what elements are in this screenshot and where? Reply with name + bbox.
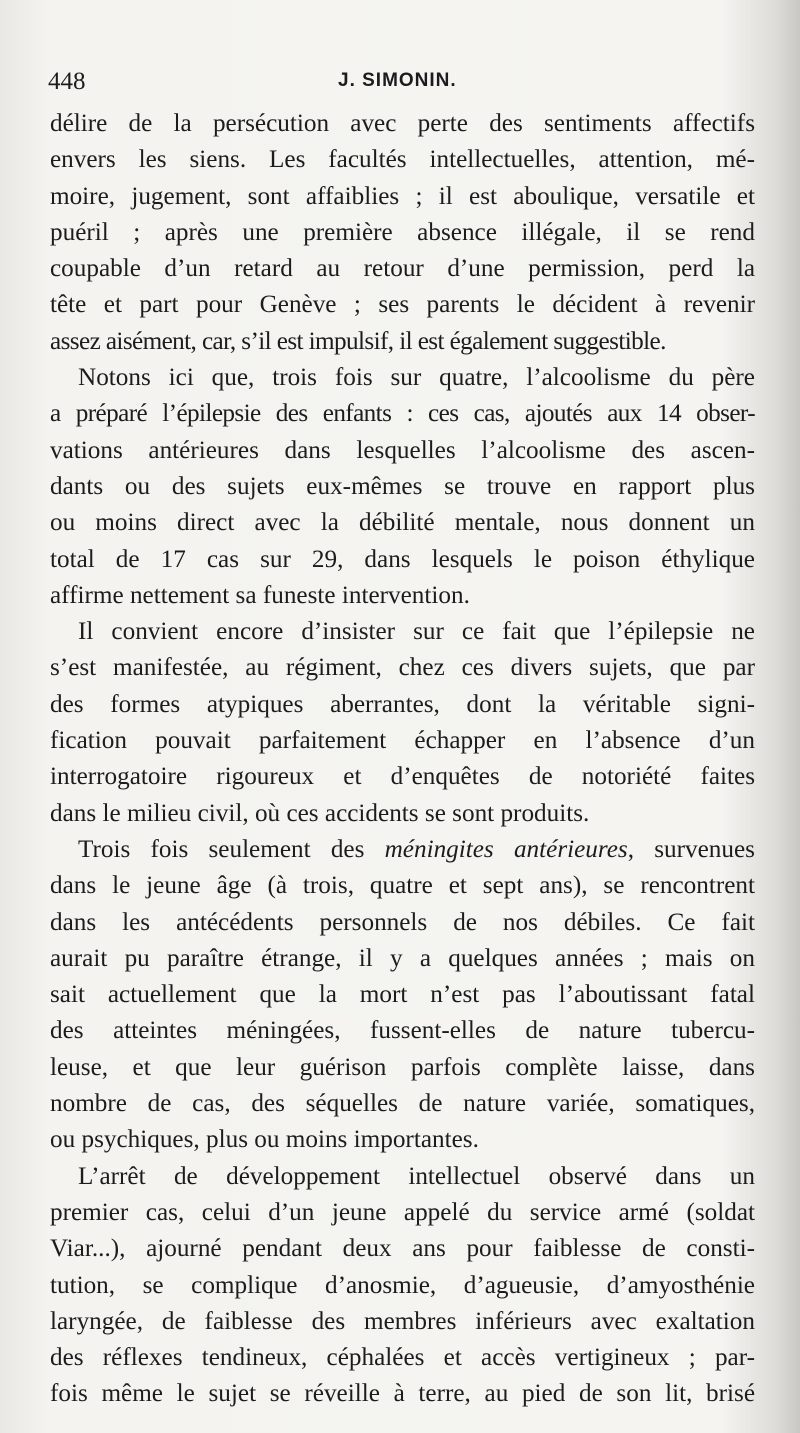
- text-line: Il convient encore d’insister sur ce fait que l’épilepsie ne: [78, 618, 755, 646]
- text-line: premier cas, celui d’un jeune appelé du service armé (soldat: [50, 1198, 755, 1226]
- text-line: assez aisément, car, s’il est impulsif, il est également suggestible.: [50, 327, 666, 355]
- text-line: puéril ; après une première absence illégale, il se rend: [50, 218, 755, 246]
- running-head: J. SIMONIN.: [338, 70, 457, 91]
- text-line: envers les siens. Les facultés intellectuelles, attention, mé-: [50, 146, 755, 174]
- text-line: dants ou des sujets eux-mêmes se trouve en rapport plus: [50, 472, 755, 500]
- text-line: ou psychiques, plus ou moins importantes.: [50, 1126, 479, 1154]
- text-line: tution, se complique d’anosmie, d’agueusie, d’amyosthénie: [50, 1271, 755, 1299]
- text-line: dans le milieu civil, où ces accidents se sont produits.: [50, 799, 590, 827]
- text-line: des atteintes méningées, fussent-elles de nature tubercu-: [50, 1017, 755, 1045]
- text-line: des réflexes tendineux, céphalées et accès vertigineux ; par-: [50, 1344, 755, 1372]
- text-line: vations antérieures dans lesquelles l’alcoolisme des ascen-: [50, 436, 755, 464]
- text-line: a préparé l’épilepsie des enfants : ces cas, ajoutés aux 14 obser-: [50, 400, 755, 428]
- text-line: interrogatoire rigoureux et d’enquêtes de notoriété faites: [50, 763, 755, 791]
- text-line: nombre de cas, des séquelles de nature variée, somatiques,: [50, 1090, 755, 1118]
- text-line: aurait pu paraître étrange, il y a quelques années ; mais on: [50, 944, 755, 972]
- text-line: fication pouvait parfaitement échapper en l’absence d’un: [50, 727, 755, 755]
- page-header: [48, 68, 752, 104]
- text-line: tête et part pour Genève ; ses parents le décident à revenir: [50, 291, 755, 319]
- text-line: Notons ici que, trois fois sur quatre, l’alcoolisme du père: [78, 364, 755, 392]
- text-line: s’est manifestée, au régiment, chez ces divers sujets, que par: [50, 654, 755, 682]
- text-line: affirme nettement sa funeste intervention.: [50, 581, 470, 609]
- text-line: L’arrêt de développement intellectuel observé dans un: [78, 1162, 755, 1190]
- text-line: des formes atypiques aberrantes, dont la véritable signi-: [50, 690, 755, 718]
- italic-term: méningites antérieures: [384, 835, 628, 863]
- text-line: délire de la persécution avec perte des sentiments affectifs: [50, 110, 755, 137]
- text-line: laryngée, de faiblesse des membres inférieurs avec exaltation: [50, 1307, 755, 1335]
- text-line: total de 17 cas sur 29, dans lesquels le poison éthylique: [50, 545, 755, 573]
- body-text: [50, 106, 755, 1413]
- text-line: dans le jeune âge (à trois, quatre et sept ans), se rencontrent: [50, 872, 755, 900]
- text-line: fois même le sujet se réveille à terre, au pied de son lit, brisé: [50, 1380, 755, 1408]
- text-line: Viar...), ajourné pendant deux ans pour faiblesse de consti-: [50, 1235, 755, 1263]
- text-line: [50, 832, 755, 868]
- text-run: Trois fois seulement des: [78, 835, 385, 863]
- text-line: moire, jugement, sont affaiblies ; il est aboulique, versatile et: [50, 182, 755, 210]
- text-line: leuse, et que leur guérison parfois complète laisse, dans: [50, 1053, 755, 1081]
- text-run: , survenues: [627, 835, 755, 863]
- text-line: coupable d’un retard au retour d’une permission, perd la: [50, 255, 755, 283]
- page-number: 448: [48, 68, 86, 95]
- text-line: sait actuellement que la mort n’est pas l’aboutissant fatal: [50, 981, 755, 1009]
- text-line: ou moins direct avec la débilité mentale, nous donnent un: [50, 509, 755, 537]
- text-line: dans les antécédents personnels de nos débiles. Ce fait: [50, 908, 755, 936]
